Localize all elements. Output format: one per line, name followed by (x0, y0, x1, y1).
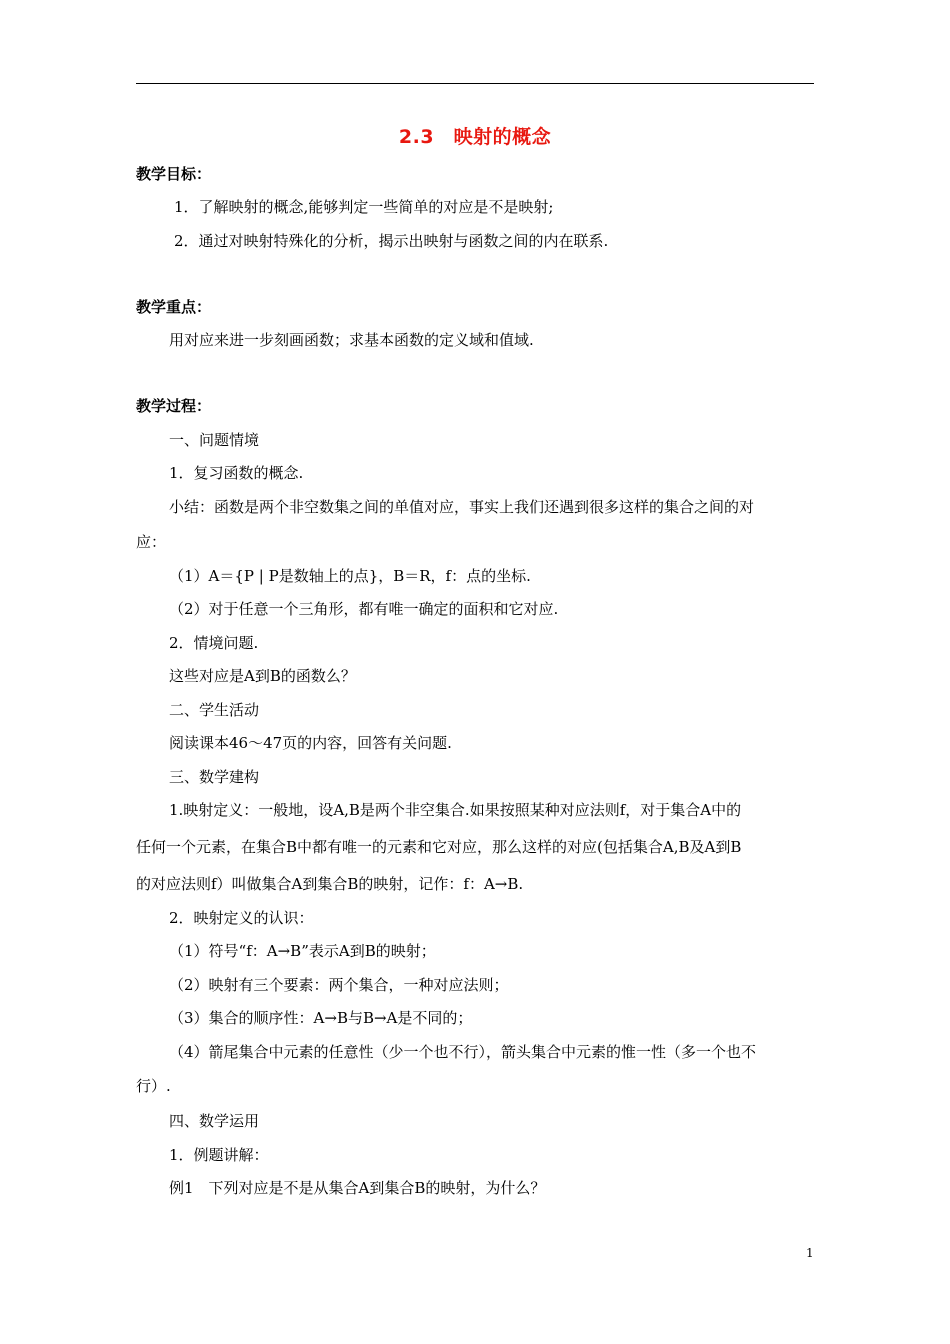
goal-2: 2．通过对映射特殊化的分析，揭示出映射与函数之间的内在联系. (174, 232, 609, 250)
goals-heading: 教学目标： (136, 165, 212, 183)
paragraph: 任何一个元素，在集合B中都有唯一的元素和它对应，那么这样的对应(包括集合A,B及A到B (136, 838, 742, 856)
paragraph: 阅读课本46～47页的内容，回答有关问题. (169, 734, 452, 752)
paragraph: 行）. (136, 1077, 171, 1095)
paragraph: （1）符号“f：A→B”表示A到B的映射； (169, 942, 436, 960)
paragraph: （4）箭尾集合中元素的任意性（少一个也不行），箭头集合中元素的惟一性（多一个也不 (169, 1043, 757, 1061)
section-4-heading: 四、数学运用 (169, 1112, 260, 1130)
paragraph: 1．例题讲解： (169, 1146, 269, 1164)
key-heading: 教学重点： (136, 298, 212, 316)
section-1-heading: 一、问题情境 (169, 431, 260, 449)
paragraph: 1.映射定义：一般地，设A,B是两个非空集合.如果按照某种对应法则f，对于集合A中的 (169, 801, 742, 819)
paragraph: （2）对于任意一个三角形，都有唯一确定的面积和它对应. (169, 600, 559, 618)
example-1: 例1 下列对应是不是从集合A到集合B的映射，为什么？ (169, 1179, 546, 1197)
paragraph: （3）集合的顺序性：A→B与B→A是不同的； (169, 1009, 473, 1027)
header-rule (136, 83, 814, 84)
paragraph: 应： (136, 533, 167, 551)
paragraph: 2．情境问题. (169, 634, 259, 652)
paragraph: 小结：函数是两个非空数集之间的单值对应，事实上我们还遇到很多这样的集合之间的对 (169, 498, 755, 516)
page-title: 2.3 映射的概念 (398, 126, 552, 148)
goal-1: 1．了解映射的概念,能够判定一些简单的对应是不是映射; (174, 198, 554, 216)
paragraph: 这些对应是A到B的函数么？ (169, 667, 356, 685)
section-3-heading: 三、数学建构 (169, 768, 260, 786)
paragraph: 2．映射定义的认识： (169, 909, 314, 927)
paragraph: （1）A＝{P | P是数轴上的点}，B＝R，f：点的坐标. (169, 567, 531, 585)
process-heading: 教学过程： (136, 397, 212, 415)
paragraph: 1．复习函数的概念. (169, 464, 304, 482)
key-point-1: 用对应来进一步刻画函数；求基本函数的定义域和值域. (169, 331, 534, 349)
page-number: 1 (806, 1246, 814, 1260)
paragraph: 的对应法则f）叫做集合A到集合B的映射，记作：f：A→B. (136, 875, 524, 893)
section-2-heading: 二、学生活动 (169, 701, 260, 719)
paragraph: （2）映射有三个要素：两个集合，一种对应法则； (169, 976, 509, 994)
